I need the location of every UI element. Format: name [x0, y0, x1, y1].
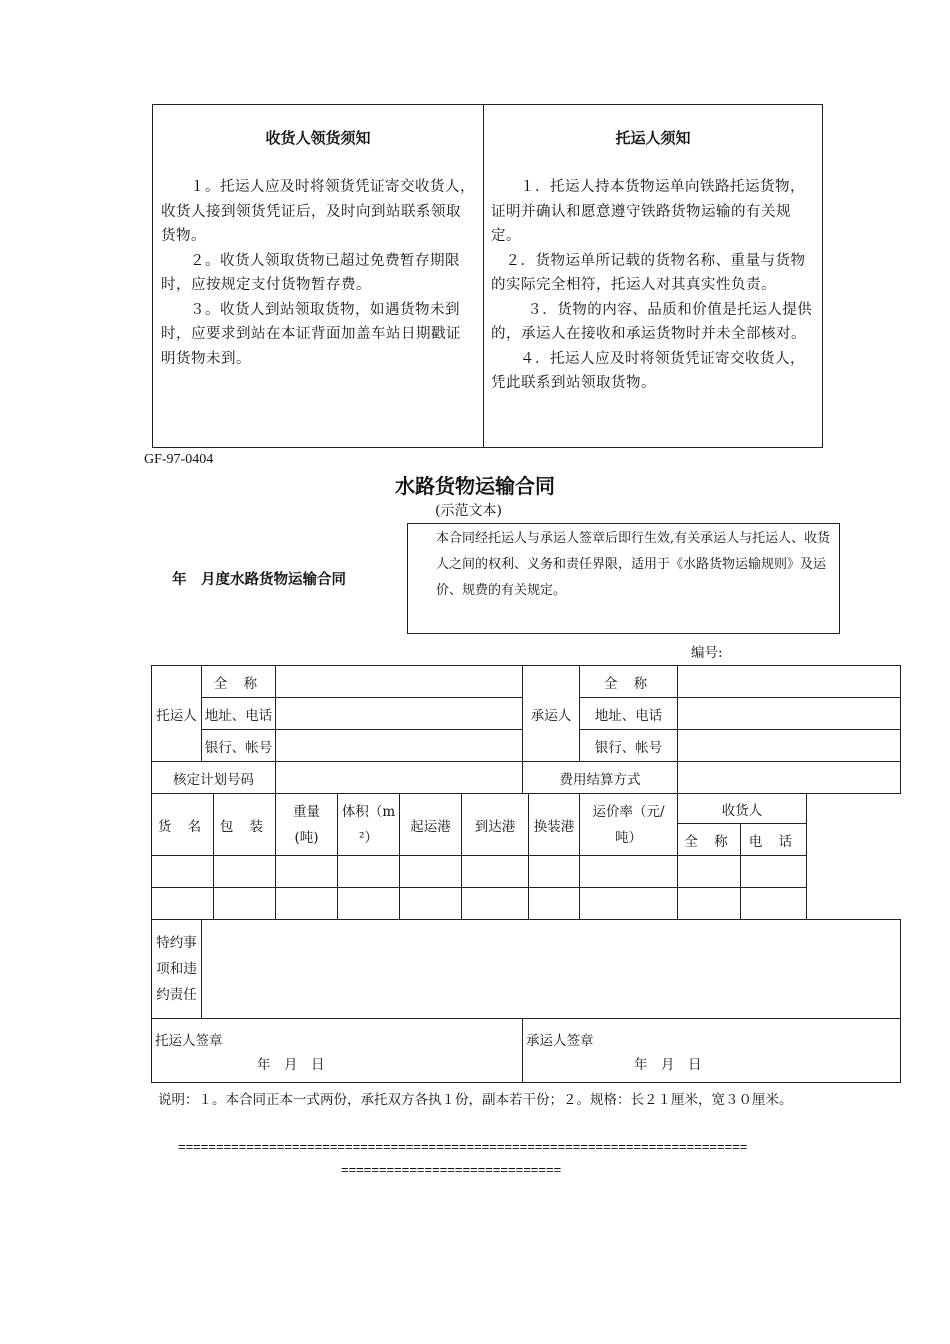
shipper-address-field[interactable] — [276, 698, 523, 730]
cargo-cell[interactable] — [462, 888, 529, 920]
receiver-notice-title: 收货人领货须知 — [265, 129, 371, 147]
cargo-cell[interactable] — [214, 888, 276, 920]
shipper-full-name-field[interactable] — [276, 666, 523, 698]
consignee-header: 收货人 — [678, 794, 807, 824]
special-terms-line: 特约事 — [156, 935, 197, 951]
from-port-header: 起运港 — [400, 794, 462, 856]
special-terms-line: 项和违 — [156, 961, 197, 977]
settlement-field[interactable] — [678, 762, 901, 794]
shipper-signature-label: 托运人签章 — [155, 1033, 223, 1049]
carrier-full-name-field[interactable] — [678, 666, 901, 698]
carrier-signature-label: 承运人签章 — [526, 1033, 594, 1049]
carrier-signature-cell[interactable] — [523, 1019, 901, 1083]
cargo-cell[interactable] — [152, 856, 214, 888]
shipper-notice-item: １．托运人持本货物运单向铁路托运货物，证明并确认和愿意遵守铁路货物运输的有关规定。 — [491, 179, 805, 244]
cargo-row — [152, 856, 901, 888]
cargo-cell[interactable] — [276, 856, 338, 888]
page-title: 水路货物运输合同 — [395, 474, 555, 498]
special-terms-field[interactable] — [202, 920, 901, 1019]
cargo-cell[interactable] — [152, 888, 214, 920]
freight-rate-header — [580, 794, 678, 856]
cargo-cell[interactable] — [741, 888, 807, 920]
cargo-cell[interactable] — [678, 888, 741, 920]
cargo-cell[interactable] — [678, 856, 741, 888]
volume-header — [338, 794, 400, 856]
receiver-notice-body — [161, 175, 475, 371]
weight-header-unit: (吨) — [294, 829, 319, 846]
carrier-address-label: 地址、电话 — [580, 698, 678, 730]
cargo-cell[interactable] — [529, 888, 580, 920]
contract-name: 年 月度水路货物运输合同 — [172, 572, 346, 588]
shipper-notice-item: ４．托运人应及时将领货凭证寄交收货人，凭此联系到站领取货物。 — [491, 350, 805, 391]
receiver-notice-item: ２。收货人领取货物已超过免费暂存期限时，应按规定支付货物暂存费。 — [161, 252, 460, 293]
consignee-phone-header: 电 话 — [741, 824, 807, 856]
cargo-cell[interactable] — [741, 856, 807, 888]
weight-header — [276, 794, 338, 856]
plan-number-label: 核定计划号码 — [152, 762, 276, 794]
volume-header-line: 体积（m — [341, 803, 396, 820]
cargo-cell[interactable] — [462, 856, 529, 888]
volume-header-unit: ²） — [359, 829, 378, 846]
settlement-label: 费用结算方式 — [523, 762, 678, 794]
carrier-full-name-label: 全 称 — [580, 666, 678, 698]
cargo-row — [152, 888, 901, 920]
carrier-address-field[interactable] — [678, 698, 901, 730]
cargo-cell[interactable] — [338, 856, 400, 888]
weight-header-line: 重量 — [293, 803, 321, 820]
carrier-bank-field[interactable] — [678, 730, 901, 762]
intro-box — [407, 523, 840, 634]
cargo-cell[interactable] — [529, 856, 580, 888]
cargo-cell[interactable] — [580, 888, 678, 920]
intro-text: 本合同经托运人与承运人签章后即行生效,有关承运人与托运人、收货人之间的权利、义务和责任界限，适用于《水路货物运输规则》及运价、规费的有关规定。 — [436, 531, 831, 598]
shipper-full-name-label: 全 称 — [202, 666, 276, 698]
contract-table — [151, 665, 901, 1083]
receiver-notice-item: ３。收货人到站领取货物，如遇货物未到时，应要求到站在本证背面加盖车站日期戳证明货物未到。 — [161, 301, 461, 367]
doc-code: GF-97-0404 — [144, 452, 214, 467]
shipper-signature-date: 年 月 日 — [257, 1057, 325, 1073]
plan-number-field[interactable] — [276, 762, 523, 794]
freight-rate-unit: 吨） — [615, 829, 643, 846]
cargo-cell[interactable] — [276, 888, 338, 920]
freight-rate-line: 运价率（元/ — [592, 803, 665, 820]
cargo-cell[interactable] — [580, 856, 678, 888]
shipper-notice-body — [491, 175, 815, 396]
separator-line: =========================================================================== — [178, 1139, 748, 1154]
shipper-bank-field[interactable] — [276, 730, 523, 762]
shipper-signature-cell[interactable] — [152, 1019, 523, 1083]
cargo-cell[interactable] — [214, 856, 276, 888]
consignee-name-header: 全 称 — [678, 824, 741, 856]
footnote: 说明：１。本合同正本一式两份，承托双方各执１份，副本若干份；２。规格：长２１厘米，宽３０厘米。 — [158, 1092, 793, 1108]
special-terms-line: 约责任 — [156, 987, 197, 1003]
notice-divider — [483, 105, 484, 447]
shipper-notice-item: ２．货物运单所记载的货物名称、重量与货物的实际完全相符，托运人对其真实性负责。 — [491, 252, 806, 293]
packing-header: 包 装 — [214, 794, 276, 856]
notice-box — [152, 104, 823, 448]
shipper-notice-title: 托运人须知 — [615, 129, 691, 147]
shipper-address-label: 地址、电话 — [202, 698, 276, 730]
carrier-label: 承运人 — [523, 666, 580, 762]
carrier-signature-date: 年 月 日 — [634, 1057, 702, 1073]
shipper-notice-item: ３．货物的内容、品质和价值是托运人提供的，承运人在接收和承运货物时并未全部核对。 — [491, 301, 813, 342]
cargo-cell[interactable] — [400, 888, 462, 920]
receiver-notice-item: １。托运人应及时将领货凭证寄交收货人，收货人接到领货凭证后，及时向到站联系领取货物。 — [161, 179, 475, 244]
transfer-port-header: 换装港 — [529, 794, 580, 856]
to-port-header: 到达港 — [462, 794, 529, 856]
special-terms-label — [152, 920, 202, 1019]
cargo-cell[interactable] — [338, 888, 400, 920]
number-label: 编号: — [691, 645, 723, 661]
cargo-name-header: 货 名 — [152, 794, 214, 856]
shipper-label: 托运人 — [152, 666, 202, 762]
separator-line: ============================= — [341, 1162, 562, 1177]
cargo-cell[interactable] — [400, 856, 462, 888]
page-subtitle: (示范文本) — [435, 503, 502, 519]
shipper-bank-label: 银行、帐号 — [202, 730, 276, 762]
carrier-bank-label: 银行、帐号 — [580, 730, 678, 762]
